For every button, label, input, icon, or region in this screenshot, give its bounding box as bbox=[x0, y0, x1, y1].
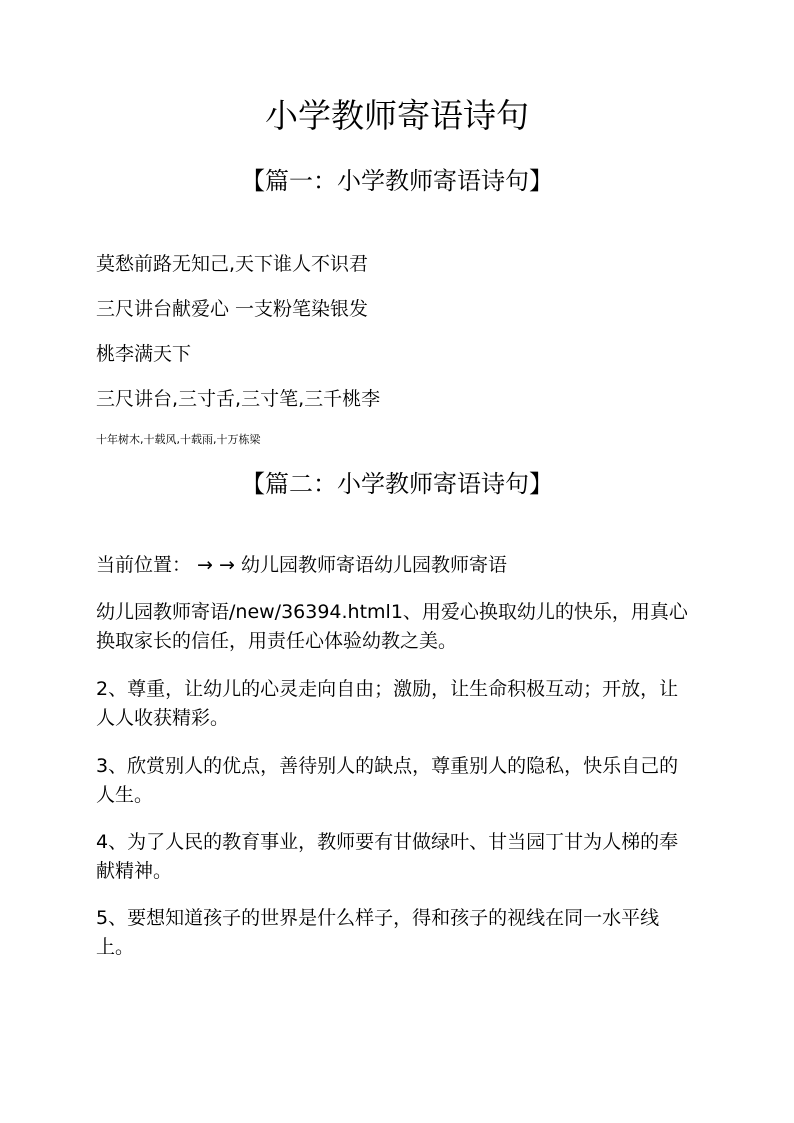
poem-line: 莫愁前路无知己,天下谁人不识君 bbox=[96, 253, 369, 275]
poem-line: 三尺讲台,三寸舌,三寸笔,三千桃李 bbox=[96, 388, 381, 410]
paragraph: 幼儿园教师寄语/new/36394.html1、用爱心换取幼儿的快乐，用真心换取家长的信任，用责任心体验幼教之美。 bbox=[96, 601, 688, 652]
section-2-heading: 【篇二：小学教师寄语诗句】 bbox=[241, 470, 553, 498]
poem-line: 三尺讲台献爱心 一支粉笔染银发 bbox=[96, 298, 369, 320]
paragraph: 5、要想知道孩子的世界是什么样子，得和孩子的视线在同一水平线上。 bbox=[96, 907, 660, 958]
paragraph: 4、为了人民的教育事业，教师要有甘做绿叶、甘当园丁甘为人梯的奉献精神。 bbox=[96, 831, 679, 882]
paragraph: 3、欣赏别人的优点，善待别人的缺点，尊重别人的隐私，快乐自己的人生。 bbox=[96, 755, 679, 806]
breadcrumb: 当前位置： → → 幼儿园教师寄语幼儿园教师寄语 bbox=[96, 554, 507, 576]
poem-line: 桃李满天下 bbox=[96, 343, 192, 365]
document-title: 小学教师寄语诗句 bbox=[265, 96, 529, 135]
section-1-heading: 【篇一：小学教师寄语诗句】 bbox=[241, 167, 553, 195]
poem-line-small: 十年树木,十载风,十载雨,十万栋梁 bbox=[96, 433, 261, 446]
paragraph: 2、尊重，让幼儿的心灵走向自由；激励，让生命积极互动；开放，让人人收获精彩。 bbox=[96, 678, 679, 729]
